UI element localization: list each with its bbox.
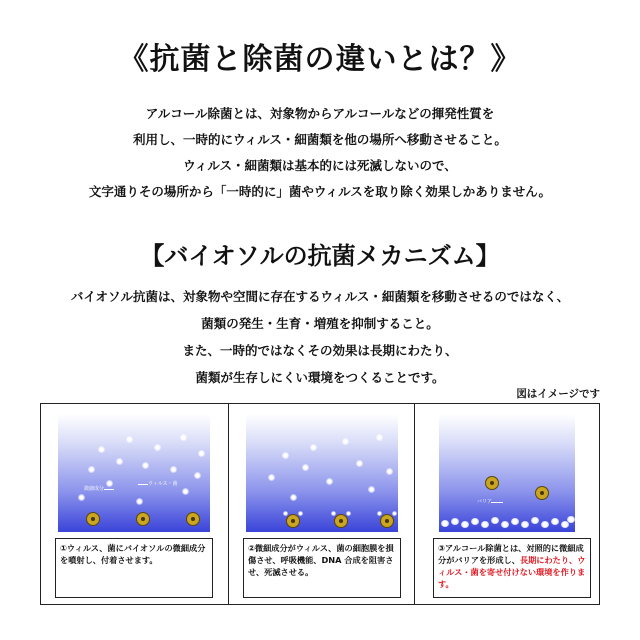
fine-particle [98, 446, 105, 453]
panel-2 [228, 404, 415, 604]
fine-particle [376, 434, 383, 441]
bacteria-icon [334, 514, 348, 528]
barrier-particle [491, 517, 499, 524]
fine-particle [116, 458, 123, 465]
mechanism-line: また、一時的ではなくその効果は長期にわたり、 [182, 343, 458, 358]
illustration-panels [40, 403, 600, 605]
barrier-particle [567, 516, 575, 523]
panel-3-description-text: ③アルコール除菌とは、対照的に微細成分がバリアを形成し、 [438, 543, 584, 565]
attached-particle [346, 511, 351, 516]
attached-particle [298, 511, 303, 516]
panel-3-illustration [439, 414, 575, 532]
bacteria-icon [86, 512, 100, 526]
fine-particle [290, 494, 297, 501]
mechanism-line: 菌類の発生・生育・増殖を抑制すること。 [201, 316, 439, 331]
barrier-particle [531, 517, 539, 524]
fine-particle [182, 488, 189, 495]
panel-3-description [433, 538, 591, 598]
bacteria-icon [186, 512, 200, 526]
fine-component-label: 微細成分 [84, 486, 105, 492]
barrier-particle [481, 521, 489, 528]
barrier-particle [521, 521, 529, 528]
fine-particle [386, 468, 393, 475]
fine-particle [356, 460, 363, 467]
image-caption: 図はイメージです [516, 388, 600, 400]
panel-2-description: ②微細成分がウィルス、菌の細胞膜を損傷させ、呼吸機能、DNA 合成を阻害させ、死滅させる。 [243, 538, 401, 598]
fine-particle [88, 466, 95, 473]
label-pointer [491, 502, 503, 503]
bacteria-icon [380, 514, 394, 528]
barrier-particle [511, 518, 519, 525]
barrier-particle [471, 518, 479, 525]
barrier-particle [501, 521, 509, 528]
barrier-particle [541, 521, 549, 528]
virus-label: ウィルス・菌 [148, 481, 178, 487]
bacteria-icon [535, 486, 549, 500]
attached-particle [283, 511, 288, 516]
intro-line: アルコール除菌とは、対象物からアルコールなどの揮発性質を [145, 106, 495, 121]
intro-line: ウィルス・細菌類は基本的には死滅しないので、 [183, 158, 457, 173]
fine-particle [126, 436, 133, 443]
barrier-label: バリア [477, 499, 493, 505]
barrier-particle [461, 521, 469, 528]
panel-1 [41, 404, 227, 604]
panel-2-illustration [246, 414, 398, 532]
main-title: 《抗菌と除菌の違いとは？》 [118, 42, 522, 77]
attached-particle [331, 511, 336, 516]
fine-particle [180, 434, 187, 441]
mechanism-paragraph [0, 283, 640, 391]
barrier-particle [441, 520, 449, 527]
barrier-particle [551, 518, 559, 525]
fine-particle [282, 452, 289, 459]
mechanism-line: バイオソル抗菌は、対象物や空間に存在するウィルス・細菌類を移動させるのではなく、 [70, 289, 570, 304]
panel-3-highlight-text: 長期にわたり、ウィルス・菌を寄せ付けない環境を作ります。 [438, 555, 586, 589]
attached-particle [377, 511, 382, 516]
mechanism-line: 菌類が生存しにくい環境をつくることです。 [195, 370, 445, 385]
section-title: 【バイオソルの抗菌メカニズム】 [140, 241, 500, 270]
fine-particle [268, 474, 275, 481]
bacteria-icon [136, 512, 150, 526]
attached-particle [392, 511, 397, 516]
fine-particle [302, 464, 309, 471]
fine-particle [326, 478, 333, 485]
barrier-particle [451, 518, 459, 525]
fine-particle [78, 494, 85, 501]
panel-3 [414, 404, 600, 604]
barrier-layer [439, 516, 575, 528]
fine-particle [310, 444, 317, 451]
fine-particle [170, 466, 177, 473]
intro-line: 文字通りその場所から「一時的に」菌やウィルスを取り除く効果しかありません。 [88, 184, 552, 199]
label-pointer [138, 484, 148, 485]
panel-1-description: ①ウィルス、菌にバイオソルの微細成分を噴射し、付着させます。 [55, 538, 213, 598]
label-pointer [104, 489, 114, 490]
fine-particle [136, 498, 143, 505]
fine-particle [368, 486, 375, 493]
intro-line: 利用し、一時的にウィルス・細菌類を他の場所へ移動させること。 [133, 132, 507, 147]
fine-particle [106, 480, 113, 487]
fine-particle [142, 462, 149, 469]
fine-particle [154, 444, 161, 451]
bacteria-icon [485, 476, 499, 490]
fine-particle [198, 450, 205, 457]
intro-paragraph [0, 101, 640, 205]
bacteria-icon [286, 514, 300, 528]
fine-particle [194, 472, 201, 479]
fine-particle [342, 438, 349, 445]
panel-1-illustration [58, 414, 210, 532]
